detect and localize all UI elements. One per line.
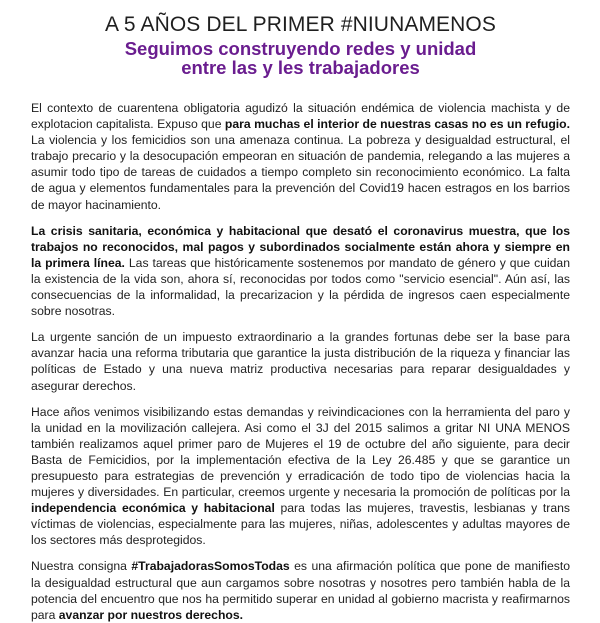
headline-line-1: Seguimos construyendo redes y unidad	[124, 38, 477, 59]
paragraph-1	[31, 100, 570, 213]
paragraph-text: La violencia y los femicidios son una amenaza continua. La pobreza y desigualdad estructural, el trabajo precario y la desocupación empeoran en situación de pandemia, relegando a las mujeres a asumir todo tipo de tareas de cuidados a tiempo completo sin reconocimiento económico. La falta de agua y elementos fundamentales para la prevención del Covid19 hacen estragos en los barrios de mayor hacinamiento.	[31, 133, 570, 212]
paragraph-3	[31, 329, 570, 393]
paragraph-bold-text: La crisis sanitaria, económica y habitacional que desató el coronavirus muestra, que los trabajos no reconocidos, mal pagos y subordinados socialmente están ahora y siempre en la primera línea.	[31, 223, 570, 270]
paragraph-text: Hace años venimos visibilizando estas demandas y reivindicaciones con la herramienta del paro y la unidad en la movilización callejera. Asi como el 3J del 2015 salimos a gritar NI UNA MENOS también realizamos aquel primer paro de Mujeres el 19 de octubre del año siguiente, para decir Basta de Femicidios, por la implementación efectiva de la Ley 26.485 y que se garantice un presupuesto para estrategias de prevención y erradicación de todo tipo de violencias hacia la mujeres y diversidades. En particular, creemos urgente y necesaria la promoción de políticas por la	[31, 404, 570, 500]
paragraph-bold-text: avanzar por nuestros derechos.	[58, 607, 244, 622]
paragraph-2	[31, 223, 570, 320]
headline-line-2: entre las y les trabajadores	[181, 57, 420, 78]
headline	[31, 39, 570, 77]
paragraph-text: El contexto de cuarentena obligatoria agudizó la situación endémica de violencia machista y de explotacion capitalista. Expuso que	[31, 101, 570, 132]
kicker-title: A 5 AÑOS DEL PRIMER #NIUNAMENOS	[105, 13, 496, 36]
paragraph-text: Nuestra consigna	[31, 559, 132, 574]
paragraph-text: La urgente sanción de un impuesto extraordinario a la grandes fortunas debe ser la base para avanzar hacia una reforma tributaria que garantice la justa distribución de la riqueza y financiar las políticas de Estado y una nueva matriz productiva necesarias para reparar desigualdades y asegurar derechos.	[31, 330, 570, 393]
paragraph-text: para todas las mujeres, travestis, lesbianas y trans víctimas de violencias, especialmente para las mujeres, niñas, adolescentes y adultas mayores de los sectores más desprotegidos.	[31, 501, 570, 548]
paragraph-5	[31, 558, 570, 622]
paragraph-bold-text: para muchas el interior de nuestras casas no es un refugio.	[224, 117, 570, 132]
paragraph-bold-text: independencia económica y habitacional	[31, 501, 275, 516]
hashtag-text: #TrabajadorasSomosTodas	[131, 559, 290, 574]
paragraph-4	[31, 404, 570, 549]
document-body	[31, 100, 570, 623]
paragraph-text: Las tareas que históricamente sostenemos por mandato de género y que cuidan la existencia de la vida son, ahora sí, reconocidas por todos como "servicio esencial". Aún así, las consecuencias de la informalidad, la precarizacion y la pérdida de ingresos caen especialmente sobre nosotras.	[31, 255, 570, 319]
document-header	[31, 12, 570, 77]
paragraph-text: es una afirmación política que pone de manifiesto la desigualdad estructural que aun cargamos sobre nosotras y nosotres pero también habla de la potencia del encuentro que nos ha permitido superar en unidad al gobierno macrista y reafirmarnos para	[31, 559, 570, 622]
